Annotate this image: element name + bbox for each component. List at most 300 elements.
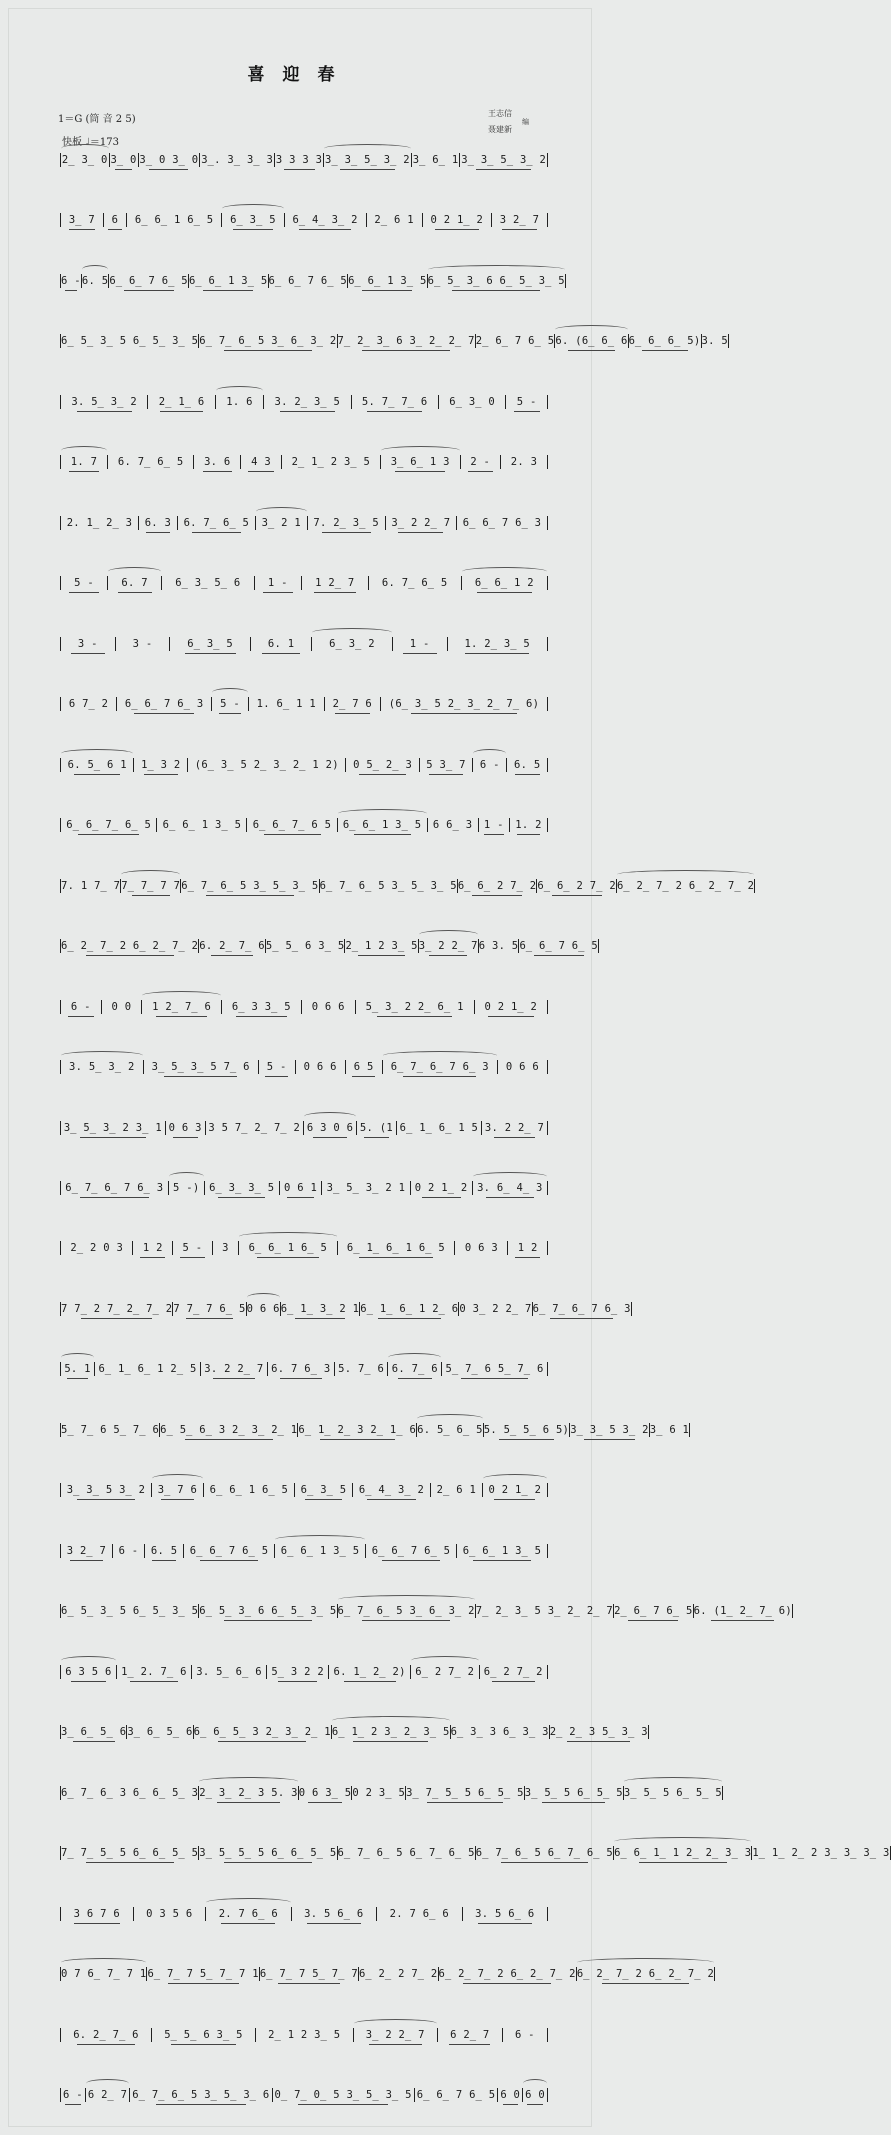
measure: 3. 2̲ 3̲ 5 xyxy=(264,395,351,409)
notation-line xyxy=(60,1541,548,1561)
measure: 6. 7̲ 6̲ 5 xyxy=(369,576,462,590)
measure: 0 6 6 xyxy=(498,1060,548,1074)
measure: 6. 2̲ 7̲ 6 xyxy=(199,940,265,952)
measure: 3̲ 6 1 xyxy=(649,1424,690,1436)
measure: 3̲ 2 2̲ 7 xyxy=(419,939,479,953)
measure: 0 6 3̲ 5 xyxy=(298,1787,352,1799)
notation-line xyxy=(60,452,548,472)
measure: 6̲ 1̲ 6̲ 1 2̲ 5 xyxy=(95,1362,201,1376)
measure: 6̲ 2̲ 7̲ 2 6̲ 2̲ 7̲ 2 xyxy=(438,1968,576,1980)
slur-mark xyxy=(338,1595,475,1604)
measure: 0 3̲ 2 2̲ 7 xyxy=(459,1303,532,1315)
slur-mark xyxy=(338,809,427,818)
measure: 5̲ 7̲ 6 5̲ 7̲ 6 xyxy=(442,1362,548,1376)
measure: 6. 2̲ 7̲ 6 xyxy=(61,2028,152,2042)
measure: 1. 6 xyxy=(216,395,264,409)
measure: 3. 5 6̲ 6 xyxy=(463,1907,548,1921)
measure: 2. 1̲ 2̲ 3 xyxy=(61,516,139,530)
slur-mark xyxy=(428,265,565,274)
measure: 6̲ 6̲ 1 6̲ 5 xyxy=(239,1241,337,1255)
measure: 5. 1 xyxy=(61,1362,95,1376)
slur-mark xyxy=(577,1958,714,1967)
measure: 6̲ 6̲ 5̲ 3 2̲ 3̲ 2̲ 1 xyxy=(193,1726,331,1738)
measure: 6̲ 5̲ 3̲ 5 6̲ 5̲ 3̲ 5 xyxy=(61,335,199,347)
measure: 1 - xyxy=(479,818,510,832)
measure: 6. 5 xyxy=(82,274,110,288)
measure: 5 -) xyxy=(169,1181,205,1195)
measure: 6̲ 6̲ 1 3̲ 5 xyxy=(457,1544,548,1558)
measure: 3̲ 2 2̲ 7 xyxy=(354,2028,438,2042)
slur-mark xyxy=(212,688,248,697)
measure: 6̲ 6̲ 1 3̲ 5 xyxy=(338,818,428,832)
measure: 2̲ 6 1 xyxy=(367,213,423,227)
notation-line xyxy=(60,1057,548,1077)
measure: 6̲ 2̲ 7̲ 2 6̲ 2̲ 7̲ 2 xyxy=(577,1967,715,1981)
measure: 6 6̲ 3 xyxy=(428,818,479,832)
measure: 6̲ 4̲ 3̲ 2 xyxy=(353,1483,431,1497)
measure: 6̲ 1̲ 2̲ 3 2̲ 1̲ 6 xyxy=(298,1424,417,1436)
measure: 3̲ 5̲ 5 6̲ 5̲ 5 xyxy=(624,1786,723,1800)
slur-mark xyxy=(332,1716,450,1725)
notation-line xyxy=(60,1118,548,1138)
notation-line xyxy=(60,331,729,351)
slur-mark xyxy=(61,144,109,153)
measure: 6̲ 7̲ 6̲ 5 3̲ 6̲ 3̲ 2 xyxy=(199,335,337,347)
measure: 3. 2 2̲ 7 xyxy=(482,1121,548,1135)
measure: 6 - xyxy=(61,275,81,287)
measure: 3 5 7̲ 2̲ 7̲ 2 xyxy=(206,1121,304,1135)
measure: 7 7̲ 7 6̲ 5 xyxy=(173,1303,246,1315)
measure: 2. 7 6̲ 6 xyxy=(206,1907,291,1921)
measure: 3. 5̲ 3̲ 2 xyxy=(61,1060,144,1074)
measure: 2̲ 2 0 3 xyxy=(61,1241,133,1255)
slur-mark xyxy=(169,1172,204,1181)
measure: 6̲ 6̲ 7 6̲ 3 xyxy=(457,516,548,530)
measure: 3̲ 6̲ 5̲ 6 xyxy=(127,1726,193,1738)
measure: 6̲ 6̲ 1 3̲ 5 xyxy=(275,1544,366,1558)
notation-line xyxy=(60,2085,548,2105)
slur-mark xyxy=(388,1353,441,1362)
measure: 3. 5̲ 3̲ 2 xyxy=(61,395,148,409)
measure: 3̲ 3̲ 5 3̲ 2 xyxy=(570,1424,649,1436)
measure: 1 - xyxy=(393,637,448,651)
slur-mark xyxy=(275,1535,365,1544)
slur-mark xyxy=(142,991,221,1000)
slur-mark xyxy=(61,1353,94,1362)
measure: 6̲ 6̲ 1̲ 1 2̲ 2̲ 3̲ 3 xyxy=(614,1846,752,1860)
measure: 2. 7 6̲ 6 xyxy=(377,1907,462,1921)
notation-line xyxy=(60,513,548,533)
measure: 0 6 3 xyxy=(455,1241,508,1255)
measure: 6 3. 5 xyxy=(478,940,519,952)
measure: 1̲ 1̲ 2̲ 2 3̲ 3̲ 3̲ 3 xyxy=(752,1847,890,1859)
measure: 6̲ 2̲ 7̲ 2 6̲ 2̲ 7̲ 2 xyxy=(61,940,199,952)
measure: 3̲ 7 xyxy=(61,213,104,227)
measure: 6̲ 2 7̲ 2 xyxy=(411,1665,480,1679)
slur-mark xyxy=(419,930,478,939)
measure: 0 6 1 xyxy=(280,1181,323,1195)
measure: 3̲ 5̲ 5 6̲ 5̲ 5 xyxy=(524,1787,623,1799)
measure: 6 0 xyxy=(498,2088,523,2102)
notation-line xyxy=(60,1843,890,1863)
notation-line xyxy=(60,634,548,654)
measure: 3̲ 7̲ 5̲ 5 6̲ 5̲ 5 xyxy=(406,1787,524,1799)
measure: 6̲ 3 3̲ 5 xyxy=(222,1000,302,1014)
measure: 6. 1 xyxy=(251,637,312,651)
measure: 7̲ 7̲ 5̲ 5 6̲ 6̲ 5̲ 5 xyxy=(61,1847,199,1859)
measure: 3̲ 6̲ 1 xyxy=(412,154,459,166)
measure: 0 2 1̲ 2 xyxy=(411,1181,473,1195)
measure: 6̲ 6̲ 7 6̲ 5 xyxy=(366,1544,457,1558)
measure: 1 2̲ 7̲ 6 xyxy=(142,1000,222,1014)
measure: 0 5̲ 2̲ 3 xyxy=(346,758,419,772)
measure: 6̲ 7̲ 6̲ 5 3̲ 5̲ 3̲ 6 xyxy=(130,2088,272,2102)
slur-mark xyxy=(239,1232,336,1241)
measure: 3 6 7 6 xyxy=(61,1907,134,1921)
notation-line xyxy=(60,876,755,896)
notation-line xyxy=(60,815,548,835)
notation-line xyxy=(60,1238,548,1258)
measure: 6 7̲ 2 xyxy=(61,697,117,711)
measure: 6. 7 6̲ 3 xyxy=(268,1362,335,1376)
measure: 6 - xyxy=(61,1000,102,1014)
slur-mark xyxy=(61,1051,143,1060)
measure: 6̲ 6̲ 1 3̲ 5 xyxy=(188,275,268,287)
measure: 3̲ 5̲ 3̲ 2 1 xyxy=(322,1181,410,1195)
measure: (6̲ 3̲ 5 2̲ 3̲ 2̲ 7̲ 6) xyxy=(381,697,548,711)
measure: 0 6 3 xyxy=(166,1121,206,1135)
measure: 6̲ 5̲ 6̲ 3 2̲ 3̲ 2̲ 1 xyxy=(160,1424,298,1436)
measure: 6 - xyxy=(61,2088,86,2102)
measure: 2̲ 1 2 3̲ 5 xyxy=(256,2028,354,2042)
measure: 3̲ 6̲ 5̲ 6 xyxy=(61,1726,127,1738)
measure: 6. 7 xyxy=(108,576,162,590)
measure: 6 3 5 6 xyxy=(61,1665,117,1679)
measure: 6̲ 3̲ 3̲ 5 xyxy=(205,1181,280,1195)
slur-mark xyxy=(617,870,754,879)
measure: 5 - xyxy=(506,395,548,409)
measure: 3. 5 6̲ 6 xyxy=(292,1907,377,1921)
measure: 5. (1 xyxy=(357,1121,397,1135)
measure: 6. 1̲ 2̲ 2) xyxy=(329,1665,411,1679)
slur-mark xyxy=(312,628,392,637)
measure: 6̲ 7̲ 6̲ 5 3̲ 5̲ 3̲ 5 xyxy=(319,880,457,892)
measure: 6. 5̲ 6 1 xyxy=(61,758,134,772)
measure: 3̲ 0 xyxy=(110,154,137,166)
measure: 5̲ 5̲ 6 3̲ 5 xyxy=(152,2028,256,2042)
slur-mark xyxy=(624,1777,722,1786)
measure: 3 2̲ 7 xyxy=(61,1544,113,1558)
measure: 6̲ 6̲ 1 3̲ 5 xyxy=(157,818,247,832)
slur-mark xyxy=(61,749,133,758)
measure: 3̲ 3̲ 5 3̲ 2 xyxy=(61,1483,152,1497)
measure: 6̲ 2̲ 2 7̲ 2 xyxy=(358,1968,438,1980)
measure: 3̲. 3̲ 3̲ 3 xyxy=(201,154,274,166)
measure: 5 - xyxy=(259,1060,296,1074)
slur-mark xyxy=(61,446,107,455)
measure: 6̲ 6̲ 7 6̲ 5 xyxy=(109,275,188,287)
measure: 6̲ 6̲ 1 2 xyxy=(462,576,548,590)
measure: 6̲ 7̲ 6̲ 5 6̲ 7̲ 6̲ 5 xyxy=(337,1847,475,1859)
measure: 3 - xyxy=(61,637,116,651)
measure: 6 2̲ 7 xyxy=(438,2028,503,2042)
slur-mark xyxy=(121,870,180,879)
measure: 6̲ 6̲ 7̲ 6 5 xyxy=(247,818,337,832)
notation-line xyxy=(60,936,598,956)
measure: 6̲ 3̲ 5 xyxy=(295,1483,353,1497)
measure: 3 2̲ 7 xyxy=(492,213,548,227)
notation-line xyxy=(60,1601,793,1621)
measure: 1 2 xyxy=(133,1241,173,1255)
slur-mark xyxy=(152,1474,203,1483)
measure: 6 0 xyxy=(523,2088,548,2102)
measure: 6̲ 7̲ 6̲ 7 6̲ 3 xyxy=(532,1303,631,1315)
slur-mark xyxy=(247,1293,280,1302)
measure: 6̲ 6̲ 7 6̲ 3 xyxy=(117,697,212,711)
slur-mark xyxy=(82,265,109,274)
measure: 6. (6̲ 6̲ 6 xyxy=(555,334,628,348)
measure: 2̲ 1 2 3̲ 5 xyxy=(345,940,418,952)
measure: 1 2̲ 7 xyxy=(302,576,369,590)
measure: 5̲ 7̲ 6 5̲ 7̲ 6 xyxy=(61,1424,160,1436)
notation-line xyxy=(60,1480,548,1500)
measure: 6̲ 3̲ 5̲ 6 xyxy=(162,576,255,590)
measure: 2̲ 2̲ 3 5̲ 3̲ 3 xyxy=(549,1726,648,1738)
notation-line xyxy=(60,2025,548,2045)
slur-mark xyxy=(354,2019,437,2028)
measure: 7̲ 2̲ 3̲ 6 3̲ 2̲ 2̲ 7 xyxy=(337,335,475,347)
measure: 6̲ 5̲ 3̲ 5 6̲ 5̲ 3̲ 5 xyxy=(61,1605,199,1617)
measure: 6 - xyxy=(113,1544,145,1558)
measure: 5 3̲ 7 xyxy=(420,758,474,772)
notation-line xyxy=(60,392,548,412)
measure: 0 6 6 xyxy=(247,1302,281,1316)
measure: 6̲ 1̲ 3̲ 2 1 xyxy=(280,1303,360,1315)
measure: 2̲ 6̲ 7 6̲ 5 xyxy=(475,335,555,347)
measure: 6 3 0 6 xyxy=(304,1121,357,1135)
measure: 6̲ 6̲ 2 7̲ 2 xyxy=(457,880,537,892)
measure: 0 7 6̲ 7̲ 7 1 xyxy=(61,1967,147,1981)
composer-name: 王志信 xyxy=(488,109,512,118)
measure: 0 2 1̲ 2 xyxy=(423,213,492,227)
measure: 6̲ 1̲ 6̲ 1 6̲ 5 xyxy=(338,1241,456,1255)
measure: 6̲ 3̲ 5 xyxy=(170,637,251,651)
measure: 6̲ 7̲ 7 5̲ 7̲ 7 1 xyxy=(147,1968,259,1980)
slur-mark xyxy=(523,2079,547,2088)
key-signature: 1＝G (筒 音 2 5) xyxy=(58,114,136,125)
measure: 6̲ 5̲ 3̲ 6 6̲ 5̲ 3̲ 5 xyxy=(199,1605,337,1617)
notation-line xyxy=(60,210,548,230)
notation-line xyxy=(60,1299,631,1319)
measure: 0 2 3̲ 5 xyxy=(352,1787,406,1799)
measure: 2̲ 1̲ 2 3̲ 5 xyxy=(282,455,381,469)
slur-mark xyxy=(383,1051,497,1060)
measure: 5. 7̲ 6 xyxy=(335,1362,389,1376)
measure: 6̲ 7̲ 6̲ 7 6̲ 3 xyxy=(383,1060,498,1074)
measure: 6̲ 2̲ 7̲ 2 6̲ 2̲ 7̲ 2 xyxy=(617,879,755,893)
measure: 6̲ 6̲ 7 6̲ 5 xyxy=(268,275,348,287)
notation-line xyxy=(60,1178,548,1198)
measure: 5. 5̲ 5̲ 6 5) xyxy=(483,1424,570,1436)
measure: 0 3 5 6 xyxy=(134,1907,207,1921)
measure: 6̲ 7̲ 6̲ 5 3̲ 5̲ 3̲ 5 xyxy=(181,880,319,892)
slur-mark xyxy=(256,507,307,516)
measure: 3 - xyxy=(116,637,171,651)
measure: 6̲ 7̲ 6̲ 7 6̲ 3 xyxy=(61,1181,169,1195)
measure: 6. 7̲ 6 xyxy=(388,1362,442,1376)
slur-mark xyxy=(324,144,411,153)
notation-line xyxy=(60,1722,648,1742)
measure: 4 3 xyxy=(241,455,281,469)
measure: 1. 7 xyxy=(61,455,108,469)
measure: 6. 5 xyxy=(145,1544,184,1558)
measure: 1. 2̲ 3̲ 5 xyxy=(448,637,548,651)
measure: 6̲ 6̲ 1 6̲ 5 xyxy=(127,213,222,227)
measure: 6̲ 7̲ 7 5̲ 7̲ 7 xyxy=(259,1968,358,1980)
notation-line xyxy=(60,1359,548,1379)
measure: 0̲ 7̲ 0̲ 5 3̲ 5̲ 3̲ 5 xyxy=(273,2088,415,2102)
measure: 3̲ 3̲ 5̲ 3̲ 2 xyxy=(461,154,547,166)
measure: 2̲ 6 1 xyxy=(431,1483,483,1497)
notation-line xyxy=(60,997,548,1017)
measure: 3. 5 xyxy=(701,335,729,347)
notation-line xyxy=(60,1420,690,1440)
measure: 1̲ 2. 7̲ 6 xyxy=(117,1665,192,1679)
measure: 7̲ 7̲ 7 7 xyxy=(121,879,181,893)
slur-mark xyxy=(222,204,283,213)
measure: 7 7̲ 2 7̲ 2̲ 7̲ 2 xyxy=(61,1303,173,1315)
slur-mark xyxy=(614,1837,751,1846)
measure: 3̲ 5̲ 5̲ 5 6̲ 6̲ 5̲ 5 xyxy=(199,1847,337,1859)
notation-line xyxy=(60,1964,715,1984)
measure: 3̲ 5̲ 3̲ 5 7̲ 6 xyxy=(144,1060,259,1074)
slur-mark xyxy=(473,749,506,758)
measure: 6̲ 3̲ 0 xyxy=(439,395,507,409)
measure: 2 - xyxy=(461,455,501,469)
measure: 6̲ 1̲ 2 3̲ 2̲ 3̲ 5 xyxy=(332,1725,451,1739)
measure: 2̲ 3̲ 0 xyxy=(61,153,110,167)
measure: 6̲ 3̲ 3 6̲ 3̲ 3 xyxy=(450,1726,549,1738)
slur-mark xyxy=(483,1474,547,1483)
measure: 5 - xyxy=(61,576,108,590)
page-title: 喜迎春 xyxy=(247,65,353,85)
measure: 1 2 xyxy=(508,1241,548,1255)
measure: 6̲ 6̲ 1 3̲ 5 xyxy=(348,275,427,287)
measure: 2̲ 7 6 xyxy=(325,697,381,711)
measure: 3. 5̲ 6̲ 6 xyxy=(192,1665,267,1679)
measure: 6̲ 3̲ 5 xyxy=(222,213,284,227)
slur-mark xyxy=(473,1172,547,1181)
measure: 6̲ 1̲ 6̲ 1 2̲ 6 xyxy=(360,1303,459,1315)
measure: 0 6 6 xyxy=(296,1060,346,1074)
notation-line xyxy=(60,150,548,170)
measure: 0 2 1̲ 2 xyxy=(483,1483,548,1497)
measure: 6̲ 6̲ 7 6̲ 5 xyxy=(184,1544,275,1558)
measure: 6 xyxy=(104,213,127,227)
measure: 6̲ 6̲ 6̲ 5) xyxy=(628,335,701,347)
measure: 6. 7̲ 6̲ 5 xyxy=(178,516,256,530)
slur-mark xyxy=(304,1112,356,1121)
measure: 6̲ 7̲ 6̲ 5 6̲ 7̲ 6̲ 5 xyxy=(475,1847,614,1859)
measure: 6̲ 6̲ 2 7̲ 2 xyxy=(537,880,616,892)
measure: 3̲ 7 6 xyxy=(152,1483,204,1497)
measure: 3̲ 3̲ 5̲ 3̲ 2 xyxy=(324,153,412,167)
measure: 1. 2 xyxy=(510,818,548,832)
measure: 3̲ 2 1 xyxy=(256,516,308,530)
notation-line xyxy=(60,755,548,775)
measure: 3̲ 2 2̲ 7 xyxy=(386,516,457,530)
measure: 7̲ 2̲ 3̲ 5 3̲ 2̲ 2̲ 7 xyxy=(475,1605,614,1617)
measure: 1 - xyxy=(255,576,302,590)
measure: 6̲ 6̲ 7 6̲ 5 xyxy=(519,940,598,952)
slur-mark xyxy=(555,325,627,334)
measure: 5 - xyxy=(212,697,249,711)
measure: 6. 5̲ 6̲ 5 xyxy=(417,1423,484,1437)
measure: 5̲ 3̲ 2 2̲ 6̲ 1 xyxy=(356,1000,475,1014)
measure: 0 0 xyxy=(102,1000,143,1014)
measure: 5 - xyxy=(173,1241,213,1255)
measure: 6̲ 7̲ 6̲ 3 6̲ 6̲ 5̲ 3 xyxy=(61,1787,199,1799)
measure: 6 5 xyxy=(346,1060,383,1074)
slur-mark xyxy=(199,1777,297,1786)
measure: 6. 3 xyxy=(139,516,178,530)
measure: 0 6 6 xyxy=(302,1000,356,1014)
measure: 3 xyxy=(213,1241,239,1255)
measure: 6̲ 6̲ 1 6̲ 5 xyxy=(204,1483,295,1497)
measure: 2̲ 1̲ 6 xyxy=(148,395,216,409)
measure: 1. 6̲ 1 1 xyxy=(249,697,325,711)
slur-mark xyxy=(108,567,161,576)
slur-mark xyxy=(206,1898,290,1907)
notation-line xyxy=(60,573,548,593)
notation-line xyxy=(60,694,548,714)
measure: 2̲ 3̲ 2̲ 3 5. 3 xyxy=(199,1786,298,1800)
measure: 6̲ 6̲ 7̲ 6̲ 5 xyxy=(61,818,157,832)
slur-mark xyxy=(462,567,547,576)
measure: 5̲ 3 2 2 xyxy=(267,1665,329,1679)
measure: 3̲ 0 3̲ 0 xyxy=(139,154,199,166)
measure: 6. 5 xyxy=(507,758,548,772)
measure: 7. 2̲ 3̲ 5 xyxy=(308,516,386,530)
notation-line xyxy=(60,1904,548,1924)
measure: 6̲ 2 7̲ 2 xyxy=(480,1665,549,1679)
notation-line xyxy=(60,271,565,291)
measure: 6̲ 4̲ 3̲ 2 xyxy=(285,213,367,227)
measure: (6̲ 3̲ 5 2̲ 3̲ 2̲ 1 2) xyxy=(188,758,346,772)
slur-mark xyxy=(216,386,263,395)
measure: 6 2̲ 7 xyxy=(86,2088,130,2102)
measure: 5̲ 5̲ 6 3̲ 5 xyxy=(265,940,345,952)
measure: 6̲ 3̲ 2 xyxy=(312,637,393,651)
measure: 3. 2 2̲ 7 xyxy=(201,1362,268,1376)
measure: 6 - xyxy=(473,758,507,772)
measure: 6̲ 1̲ 6̲ 1 5 xyxy=(397,1121,482,1135)
slur-mark xyxy=(381,446,460,455)
measure: 2̲ 6̲ 7 6̲ 5 xyxy=(614,1605,693,1617)
slur-mark xyxy=(61,1656,116,1665)
notation-line xyxy=(60,1662,548,1682)
measure: 6̲ 6̲ 7 6̲ 5 xyxy=(415,2088,499,2102)
measure: 6 - xyxy=(503,2028,548,2042)
measure: 6̲ 5̲ 3̲ 6 6̲ 5̲ 3̲ 5 xyxy=(428,274,566,288)
arranger-role: 编 xyxy=(522,118,529,126)
slur-mark xyxy=(86,2079,129,2088)
measure: 6. 7̲ 6̲ 5 xyxy=(108,455,194,469)
notation-line xyxy=(60,1783,723,1803)
measure: 6̲ 7̲ 6̲ 5 3̲ 6̲ 3̲ 2 xyxy=(338,1604,476,1618)
slur-mark xyxy=(411,1656,479,1665)
measure: 5. 7̲ 7̲ 6 xyxy=(352,395,439,409)
